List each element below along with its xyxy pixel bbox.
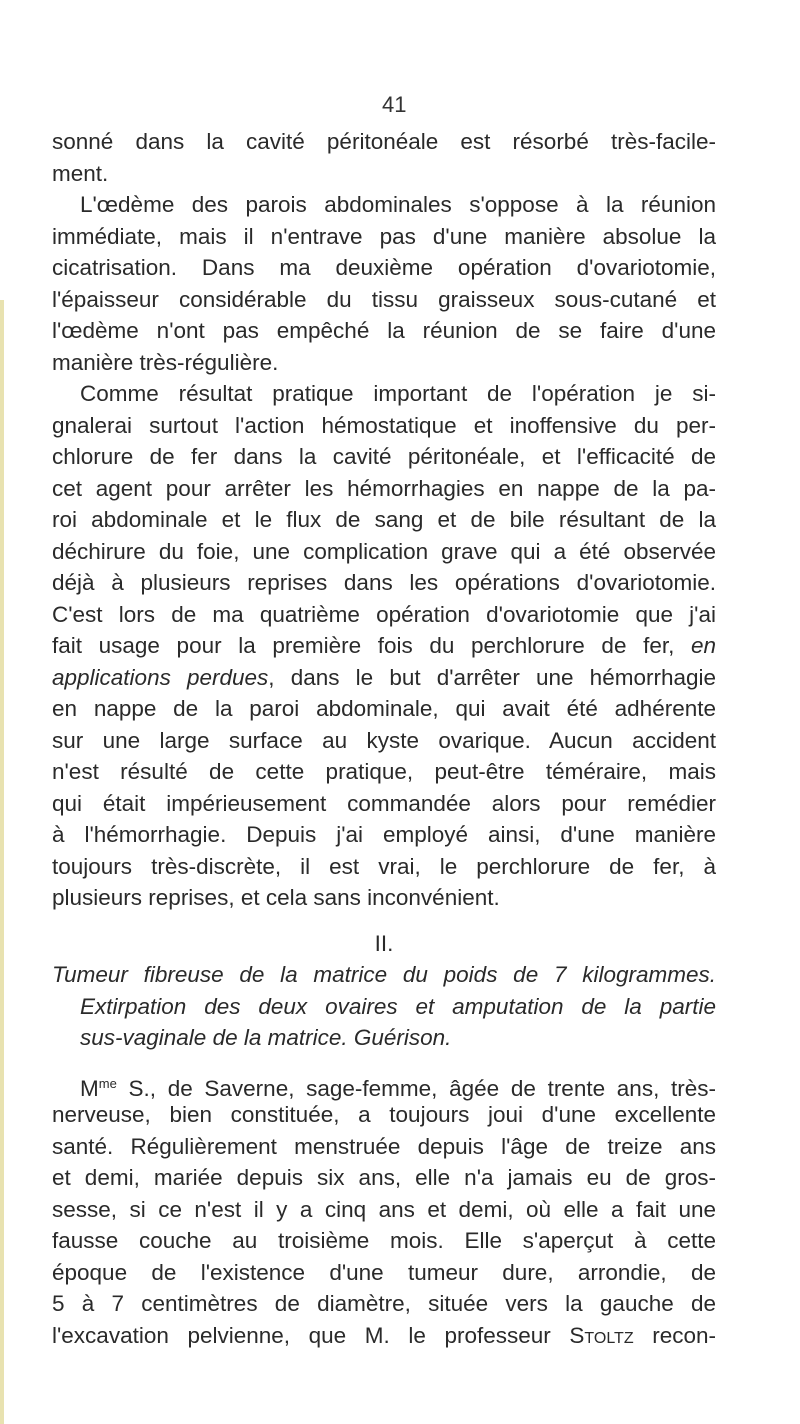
text-line: gnalerai surtout l'action hémostatique et inoffensive du per- [52,412,716,438]
author-name: Stoltz [569,1322,634,1348]
text-line: roi abdominale et le flux de sang et de bile résultant de la [52,507,716,532]
body-text [52,126,716,1351]
text-span: l'excavation pelvienne, que M. le professeur [52,1322,551,1348]
text-line: et demi, mariée depuis six ans, elle n'a jamais eu de gros- [52,1165,716,1190]
text-span: S., de Saverne, sage-femme, âgée de trente ans, très- [116,1075,716,1101]
text-span: , dans le but d'arrêter une hémorrhagie [268,664,716,690]
text-line: l'œdème n'ont pas empêché la réunion de se faire d'une [52,318,716,343]
text-line: sesse, si ce n'est il y a cinq ans et demi, où elle a fait une [52,1196,716,1222]
text-line [52,1320,716,1352]
text-line: immédiate, mais il n'entrave pas d'une manière absolue la [52,223,716,249]
text-span: recon- [633,1322,716,1348]
page-edge [0,300,4,1424]
italic-text: en [690,633,716,658]
text-line: fausse couche au troisième mois. Elle s'aperçut à cette [52,1228,716,1253]
page-number: 41 [382,92,407,117]
text-line: époque de l'existence d'une tumeur dure, arrondie, de [52,1259,716,1285]
text-line [52,1068,716,1100]
text-line: chlorure de fer dans la cavité péritonéale, et l'efficacité de [52,444,716,469]
text-line: cicatrisation. Dans ma deuxième opération d'ovariotomie, [52,255,716,280]
section-title-line: Extirpation des deux ovaires et amputation de la partie [80,993,716,1019]
text-line [52,662,716,694]
text-line: ment. [52,160,109,186]
text-line: nerveuse, bien constituée, a toujours joui d'une excellente [52,1102,716,1127]
text-line: cet agent pour arrêter les hémorrhagies en nappe de la pa- [52,475,716,501]
text-line: manière très-régulière. [52,349,279,375]
text-line: l'épaisseur considérable du tissu graisseux sous-cutané et [52,286,716,312]
text-line: à l'hémorrhagie. Depuis j'ai employé ainsi, d'une manière [52,822,716,847]
text-line: en nappe de la paroi abdominale, qui avait été adhérente [52,696,716,721]
section-number: II. [374,930,394,956]
text-line: L'œdème des parois abdominales s'oppose à la réunion [80,192,716,217]
text-line: Comme résultat pratique important de l'opération je si- [80,381,716,406]
text-line: qui était impérieusement commandée alors pour remédier [52,790,716,816]
text-line: C'est lors de ma quatrième opération d'ovariotomie que j'ai [52,601,716,627]
text-line [52,630,716,662]
text-line: toujours très-discrète, il est vrai, le perchlorure de fer, à [52,853,716,879]
text-line: plusieurs reprises, et cela sans inconvénient. [52,885,500,910]
section-title-line: Tumeur fibreuse de la matrice du poids de 7 kilogrammes. [52,962,716,987]
italic-text: applications perdues [52,664,269,690]
section-title-line: sus-vaginale de la matrice. Guérison. [80,1025,452,1050]
text-line: sur une large surface au kyste ovarique. Aucun accident [52,727,716,753]
salutation-superscript: me [98,1075,117,1091]
text-line: sonné dans la cavité péritonéale est résorbé très-facile- [52,129,716,154]
text-span: fait usage pour la première fois du perchlorure de fer, [52,633,675,658]
text-line: déchirure du foie, une complication grave qui a été observée [52,538,716,564]
text-line: 5 à 7 centimètres de diamètre, située vers la gauche de [52,1291,716,1316]
text-line: santé. Régulièrement menstruée depuis l'âge de treize ans [52,1133,716,1159]
text-line: déjà à plusieurs reprises dans les opérations d'ovariotomie. [52,570,716,595]
text-line: n'est résulté de cette pratique, peut-être téméraire, mais [52,759,716,784]
salutation: M [80,1075,99,1101]
